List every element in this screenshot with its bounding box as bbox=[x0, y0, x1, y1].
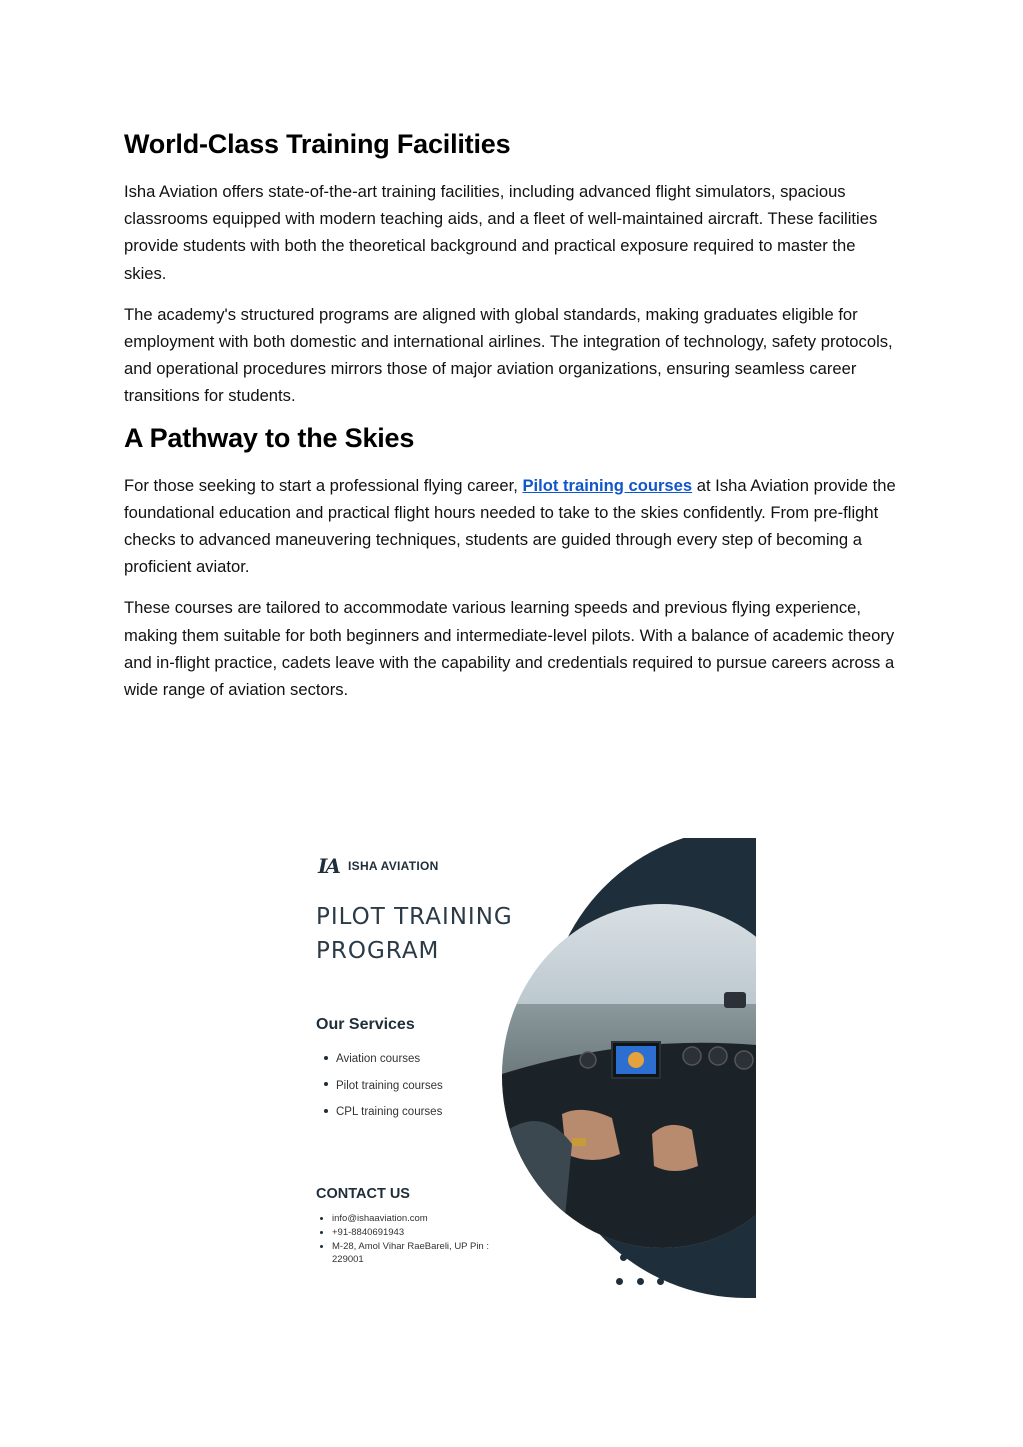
paragraph-facilities: Isha Aviation offers state-of-the-art training facilities, including advanced flight simulators, spacious classrooms equipped with modern teaching aids, and a fleet of well-maintained aircraft. These facilities provide students with both the theoretical background and practical exposure required to master the skies. bbox=[124, 182, 878, 283]
service-item bbox=[316, 1099, 443, 1126]
contact-email-text: info@ishaaviation.com bbox=[332, 1213, 428, 1224]
article-body bbox=[124, 126, 900, 703]
isha-aviation-logo: IA bbox=[318, 854, 339, 878]
bullet-icon bbox=[320, 1245, 323, 1248]
pilot-training-flyer-image bbox=[296, 838, 756, 1298]
pathway-text-end: at Isha Aviation provide the foundational education and practical flight hours needed to take to the skies confidently. From pre-flight checks to advanced maneuvering techniques, students are guided through every step of becoming a proficient aviator. bbox=[124, 475, 896, 577]
dot-icon bbox=[682, 1254, 689, 1261]
contact-email bbox=[316, 1212, 516, 1225]
services-list bbox=[316, 1046, 443, 1126]
contact-phone-text: +91-8840691943 bbox=[332, 1227, 405, 1238]
dot-icon bbox=[661, 1254, 668, 1261]
paragraph-standards: The academy's structured programs are aligned with global standards, making graduates eligible for employment with both domestic and international airlines. The integration of technology, safety protocols, and operational procedures mirrors those of major aviation organizations, ensuring seamless career transitions for students. bbox=[124, 304, 893, 406]
service-label: Aviation courses bbox=[336, 1053, 421, 1065]
dot-icon bbox=[678, 1278, 685, 1285]
contact-list bbox=[316, 1212, 516, 1267]
bullet-icon bbox=[324, 1056, 328, 1060]
contact-heading: CONTACT US bbox=[316, 1186, 410, 1202]
service-item bbox=[316, 1073, 443, 1100]
paragraph-courses: These courses are tailored to accommodate various learning speeds and previous flying experience, making them suitable for both beginners and intermediate-level pilots. With a balance of academic theory and in-flight practice, cadets leave with the capability and credentials required to pursue careers across a wide range of aviation sectors. bbox=[124, 598, 895, 700]
dot-icon bbox=[657, 1278, 664, 1285]
service-item bbox=[316, 1046, 443, 1073]
dot-icon bbox=[698, 1278, 705, 1285]
contact-phone bbox=[316, 1226, 516, 1239]
bullet-icon bbox=[320, 1231, 323, 1234]
pilot-training-courses-link[interactable]: Pilot training courses bbox=[522, 475, 693, 495]
contact-address-text: M-28, Amol Vihar RaeBareli, UP Pin : 229001 bbox=[332, 1241, 489, 1265]
service-label: Pilot training courses bbox=[336, 1079, 443, 1092]
bullet-icon bbox=[324, 1082, 328, 1086]
paragraph-pathway bbox=[124, 472, 900, 581]
brand-name: ISHA AVIATION bbox=[348, 859, 439, 873]
dot-icon bbox=[702, 1254, 709, 1261]
dot-icon bbox=[723, 1254, 730, 1261]
bullet-icon bbox=[324, 1109, 328, 1113]
dot-icon bbox=[739, 1278, 746, 1285]
dot-icon bbox=[637, 1278, 644, 1285]
heading-pathway: A Pathway to the Skies bbox=[124, 422, 415, 453]
services-heading: Our Services bbox=[316, 1016, 415, 1033]
dot-icon bbox=[719, 1278, 726, 1285]
bullet-icon bbox=[320, 1217, 323, 1220]
dot-icon bbox=[641, 1254, 648, 1261]
flyer-title: PILOT TRAINING PROGRAM bbox=[316, 904, 513, 964]
dot-icon bbox=[620, 1254, 627, 1261]
contact-address bbox=[316, 1240, 516, 1266]
pathway-text-start: For those seeking to start a professional flying career, bbox=[124, 475, 523, 495]
heading-facilities: World-Class Training Facilities bbox=[124, 129, 511, 159]
dot-icon bbox=[616, 1278, 623, 1285]
service-label: CPL training courses bbox=[336, 1106, 443, 1118]
